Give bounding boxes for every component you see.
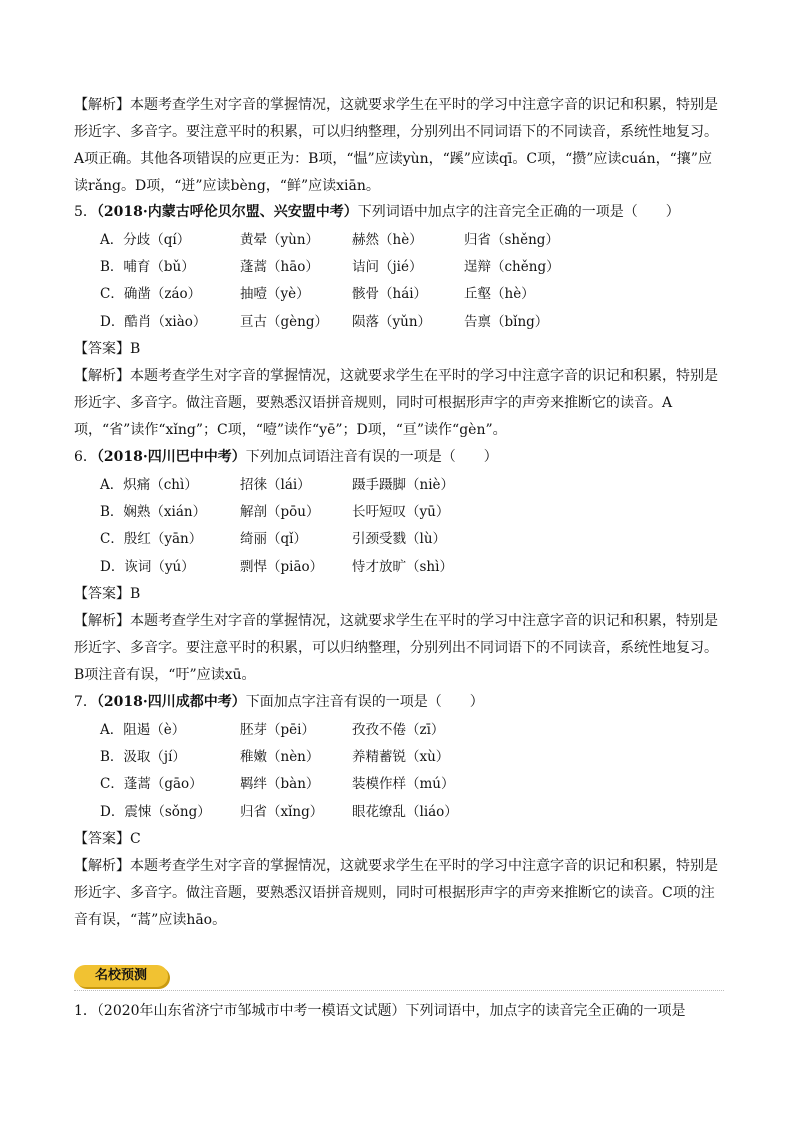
- option-b-word-2: 蓬蒿（hāo）: [240, 259, 319, 275]
- answer-7: 【答案】C: [74, 831, 141, 847]
- option-a-word-4: 归省（shěng）: [464, 232, 559, 248]
- option-c-word-3: 引颈受戮（lù）: [352, 531, 447, 547]
- question-stem: 下列加点词语注音有误的一项是（ ）: [245, 449, 498, 465]
- option-c-word-2: 抽噎（yè）: [240, 286, 310, 302]
- option-b-word-1: B．哺育（bǔ）: [100, 259, 195, 275]
- option-c-word-1: C．蓬蒿（gāo）: [100, 776, 203, 792]
- option-a-word-2: 招徕（lái）: [240, 477, 311, 493]
- option-c-word-3: 装模作样（mú）: [352, 776, 455, 792]
- option-d-word-3: 眼花缭乱（liáo）: [352, 804, 458, 820]
- question-stem: 下列词语中加点字的注音完全正确的一项是（ ）: [357, 204, 680, 220]
- option-c-word-4: 丘壑（hè）: [464, 286, 535, 302]
- answer-5: 【答案】B: [74, 341, 141, 357]
- question-source: （2018·内蒙古呼伦贝尔盟、兴安盟中考）: [96, 204, 358, 220]
- option-a-word-3: 赫然（hè）: [352, 232, 423, 248]
- option-a-word-1: A．分歧（qí）: [100, 232, 191, 248]
- option-d-word-1: D．酷肖（xiào）: [100, 314, 207, 330]
- option-a-word-3: 孜孜不倦（zī）: [352, 722, 445, 738]
- section-badge: 名校预测: [74, 965, 168, 987]
- option-b-word-3: 养精蓄锐（xù）: [352, 749, 450, 765]
- option-c-word-2: 绮丽（qǐ）: [240, 531, 307, 547]
- option-b-word-3: 长吁短叹（yū）: [352, 504, 450, 520]
- section-divider: [74, 990, 724, 991]
- option-b-word-1: B．汲取（jí）: [100, 749, 186, 765]
- option-b-word-3: 诘问（jié）: [352, 259, 423, 275]
- option-a-word-2: 胚芽（pēi）: [240, 722, 315, 738]
- question-source: （2018·四川巴中中考）: [96, 449, 246, 465]
- answer-6: 【答案】B: [74, 586, 141, 602]
- option-c-word-3: 骸骨（hái）: [352, 286, 428, 302]
- analysis-5: 【解析】本题考查学生对字音的掌握情况，这就要求学生在平时的学习中注意字音的识记和积累，特别是形近字、多音字。做注音题，要熟悉汉语拼音规则，同时可根据形声字的声旁来推断它的读音。A项，“省”读作“xǐng”；C项，“噎”读作“yē”；D项，“亘”读作“gèn”。: [74, 368, 718, 438]
- question-6: [74, 447, 498, 467]
- prediction-question-1: 1．（2020年山东省济宁市邹城市中考一模语文试题）下列词语中，加点字的读音完全正确的一项是: [74, 1003, 686, 1019]
- option-d-word-3: 恃才放旷（shì）: [352, 559, 453, 575]
- option-c-word-1: C．确凿（záo）: [100, 286, 202, 302]
- analysis-6: 【解析】本题考查学生对字音的掌握情况，这就要求学生在平时的学习中注意字音的识记和积累，特别是形近字、多音字。要注意平时的积累，可以归纳整理，分别列出不同词语下的不同读音，系统性地复习。B项注音有误，“吁”应读xū。: [74, 613, 718, 683]
- option-a-word-2: 黄晕（yùn）: [240, 232, 320, 248]
- option-d-word-4: 告禀（bǐng）: [464, 314, 549, 330]
- option-a-word-1: A．炽痛（chì）: [100, 477, 198, 493]
- option-d-word-1: D．震悚（sǒng）: [100, 804, 211, 820]
- analysis-paragraph: 【解析】本题考查学生对字音的掌握情况，这就要求学生在平时的学习中注意字音的识记和积累，特别是形近字、多音字。要注意平时的积累，可以归纳整理，分别列出不同词语下的不同读音，系统性地复习。A项正确。其他各项错误的应更正为：B项，“愠”应读yùn，“蹊”应读qī。C项，“攒”应读cuán，“攘”应读rǎng。D项，“迸”应读bèng，“鲜”应读xiān。: [74, 97, 718, 194]
- option-c-word-1: C．殷红（yān）: [100, 531, 203, 547]
- option-d-word-1: D．诙词（yú）: [100, 559, 195, 575]
- option-c-word-2: 羁绊（bàn）: [240, 776, 320, 792]
- option-a-word-1: A．阻遏（è）: [100, 722, 186, 738]
- option-b-word-2: 解剖（pōu）: [240, 504, 320, 520]
- option-b-word-1: B．娴熟（xián）: [100, 504, 207, 520]
- option-b-word-2: 稚嫩（nèn）: [240, 749, 320, 765]
- question-source: （2018·四川成都中考）: [96, 694, 246, 710]
- option-d-word-3: 陨落（yǔn）: [352, 314, 432, 330]
- option-b-word-4: 逞辩（chěng）: [464, 259, 560, 275]
- option-d-word-2: 归省（xǐng）: [240, 804, 324, 820]
- question-number: 7．: [74, 694, 97, 710]
- question-number: 5．: [74, 204, 97, 220]
- question-stem: 下面加点字注音有误的一项是（ ）: [245, 694, 484, 710]
- option-a-word-3: 蹑手蹑脚（niè）: [352, 477, 455, 493]
- option-d-word-2: 亘古（gèng）: [240, 314, 328, 330]
- question-number: 6．: [74, 449, 97, 465]
- option-d-word-2: 剽悍（piāo）: [240, 559, 324, 575]
- question-7: [74, 692, 484, 712]
- question-5: [74, 202, 680, 222]
- analysis-7: 【解析】本题考查学生对字音的掌握情况，这就要求学生在平时的学习中注意字音的识记和积累，特别是形近字、多音字。做注音题，要熟悉汉语拼音规则，同时可根据形声字的声旁来推断它的读音。C项的注音有误，“蒿”应读hāo。: [74, 858, 718, 928]
